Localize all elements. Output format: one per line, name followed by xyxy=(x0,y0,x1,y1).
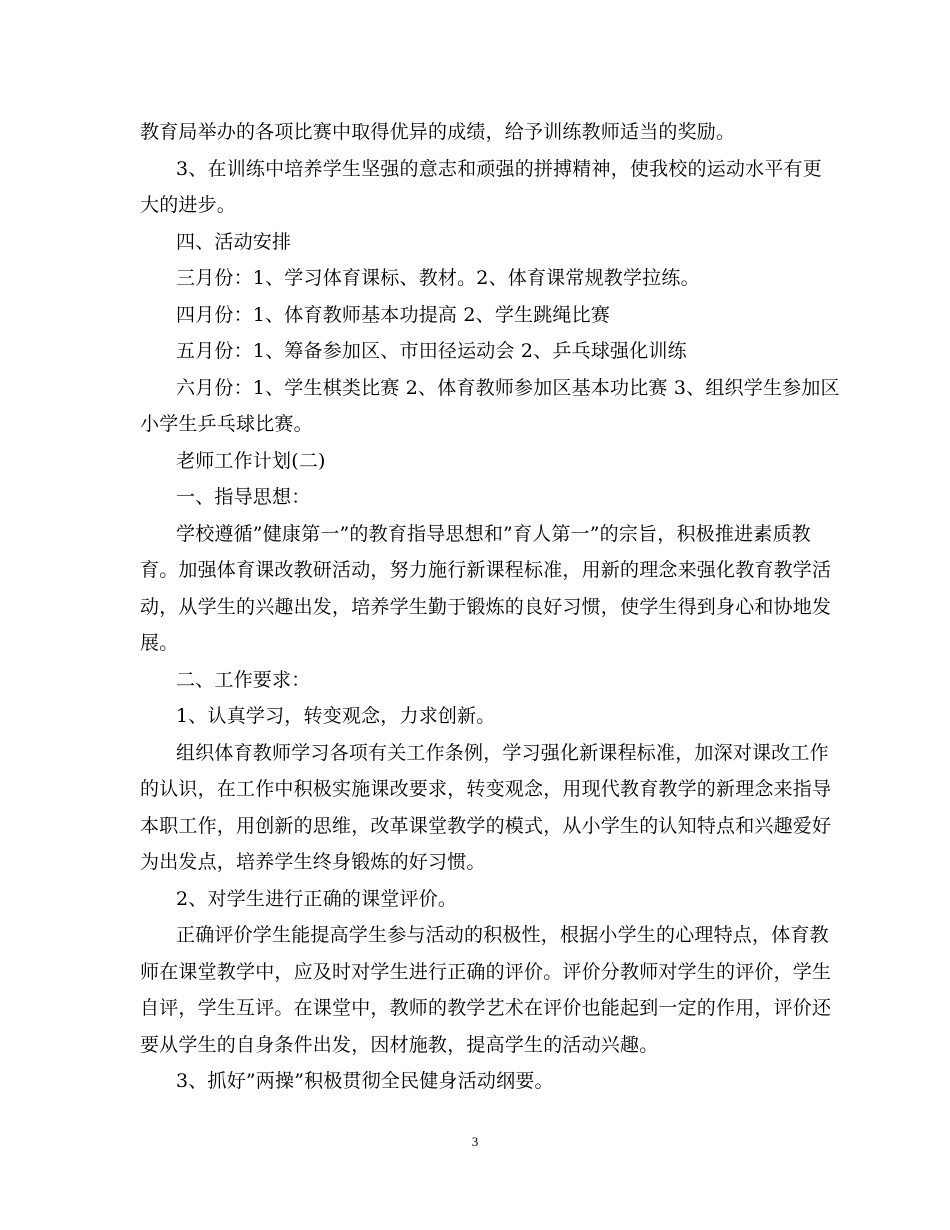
text-line: 展。 xyxy=(140,632,179,654)
text-line: 六月份：1、学生棋类比赛 2、体育教师参加区基本功比赛 3、组织学生参加区 xyxy=(176,376,840,399)
text-line: 的认识，在工作中积极实施课改要求，转变观念，用现代教育教学的新理念来指导 xyxy=(140,778,832,800)
text-line: 育。加强体育课改教研活动，努力施行新课程标准，用新的理念来强化教育教学活 xyxy=(140,559,832,581)
text-line: 要从学生的自身条件出发，因材施教，提高学生的活动兴趣。 xyxy=(140,1033,659,1056)
text-line: 自评，学生互评。在课堂中，教师的教学艺术在评价也能起到一定的作用，评价还 xyxy=(140,997,832,1019)
plan-title: 老师工作计划(二) xyxy=(176,449,326,472)
text-line: 小学生乒乓球比赛。 xyxy=(140,413,313,435)
document-body xyxy=(140,114,840,1100)
text-line: 本职工作，用创新的思维，改革课堂教学的模式，从小学生的认知特点和兴趣爱好 xyxy=(140,814,832,837)
subsection-heading: 1、认真学习，转变观念，力求创新。 xyxy=(176,705,496,727)
section-heading: 二、工作要求： xyxy=(176,668,311,691)
text-line: 四月份：1、体育教师基本功提高 2、学生跳绳比赛 xyxy=(176,303,611,326)
subsection-heading: 3、抓好”两操”积极贯彻全民健身活动纲要。 xyxy=(176,1070,554,1092)
page-number: 3 xyxy=(471,1134,479,1149)
text-line: 组织体育教师学习各项有关工作条例，学习强化新课程标准，加深对课改工作 xyxy=(176,741,829,764)
text-line: 三月份：1、学习体育课标、教材。2、体育课常规教学拉练。 xyxy=(176,267,700,289)
section-heading: 四、活动安排 xyxy=(176,230,292,253)
text-line: 学校遵循”健康第一”的教育指导思想和”育人第一”的宗旨，积极推进素质教 xyxy=(176,522,811,545)
section-heading: 一、指导思想： xyxy=(176,486,311,508)
text-line: 五月份：1、筹备参加区、市田径运动会 2、乒乓球强化训练 xyxy=(176,340,687,362)
subsection-heading: 2、对学生进行正确的课堂评价。 xyxy=(176,887,458,910)
text-line: 为出发点，培养学生终身锻炼的好习惯。 xyxy=(140,851,486,873)
text-line: 大的进步。 xyxy=(140,194,237,216)
text-line: 正确评价学生能提高学生参与活动的积极性，根据小学生的心理特点，体育教 xyxy=(176,924,829,946)
text-line: 动，从学生的兴趣出发，培养学生勤于锻炼的良好习惯，使学生得到身心和协地发 xyxy=(140,595,832,618)
text-line: 3、在训练中培养学生坚强的意志和顽强的拼搏精神，使我校的运动水平有更 xyxy=(176,157,822,180)
text-line: 教育局举办的各项比赛中取得优异的成绩，给予训练教师适当的奖励。 xyxy=(140,121,736,143)
text-line: 师在课堂教学中，应及时对学生进行正确的评价。评价分教师对学生的评价，学生 xyxy=(140,960,832,983)
